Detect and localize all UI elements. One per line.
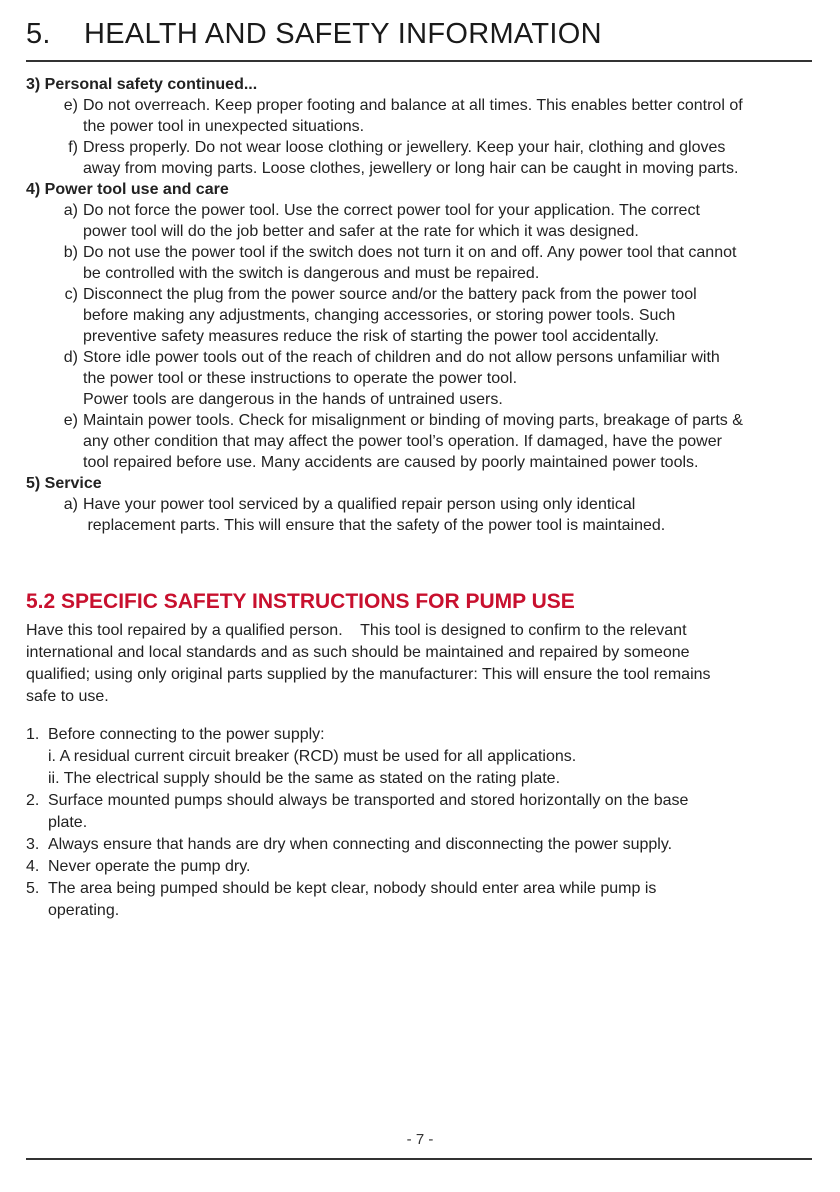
item-line: Dress properly. Do not wear loose clothing or jewellery. Keep your hair, clothing and gloves [83,139,726,156]
list-item [26,95,816,137]
item-label: e) [63,412,78,429]
section-title: HEALTH AND SAFETY INFORMATION [84,18,602,50]
list-item [26,790,816,834]
item-line: be controlled with the switch is dangerous and must be repaired. [83,265,540,282]
list-item [26,347,816,389]
item-line: Disconnect the plug from the power source and/or the battery pack from the power tool [83,286,697,303]
page-title [26,18,602,51]
item-label: d) [63,349,78,366]
bottom-divider [26,1158,812,1160]
page-number: - 7 - [406,1131,434,1148]
item-number: 1. [26,726,40,743]
item-line: before making any adjustments, changing accessories, or storing power tools. Such [83,307,676,324]
item-line: Never operate the pump dry. [48,858,251,875]
list-item [26,137,816,179]
list-item [26,284,816,347]
item-line: operating. [48,902,120,919]
item-line: the power tool or these instructions to operate the power tool. [83,370,518,387]
list-item [26,856,816,878]
item-line: any other condition that may affect the power tool’s operation. If damaged, have the power [83,433,722,450]
pump-safety-heading: 5.2 SPECIFIC SAFETY INSTRUCTIONS FOR PUMP USE [26,590,575,613]
item-line: plate. [48,814,88,831]
list-item [26,494,816,536]
personal-safety-heading: 3) Personal safety continued... [26,76,258,93]
item-line: The area being pumped should be kept clear, nobody should enter area while pump is [48,880,657,897]
item-line: preventive safety measures reduce the risk of starting the power tool accidentally. [83,328,659,345]
list-item [26,242,816,284]
item-line: Always ensure that hands are dry when connecting and disconnecting the power supply. [48,836,673,853]
paragraph-line: international and local standards and as such should be maintained and repaired by someone [26,644,690,661]
item-label: a) [63,202,78,219]
list-item [26,200,816,242]
item-label: a) [63,496,78,513]
item-line: Surface mounted pumps should always be transported and stored horizontally on the base [48,792,689,809]
paragraph-line: safe to use. [26,688,109,705]
item-line: Do not overreach. Keep proper footing and balance at all times. This enables better control of [83,97,743,114]
item-line: power tool will do the job better and safer at the rate for which it was designed. [83,223,639,240]
list-item [26,724,816,746]
sub-item: ii. The electrical supply should be the same as stated on the rating plate. [48,770,561,787]
untrained-users-note: Power tools are dangerous in the hands of untrained users. [83,391,503,408]
item-label: e) [63,97,78,114]
top-divider [26,60,812,62]
paragraph-line: qualified; using only original parts supplied by the manufacturer: This will ensure the tool remains [26,666,711,683]
item-line: replacement parts. This will ensure that the safety of the power tool is maintained. [83,517,666,534]
item-line: away from moving parts. Loose clothes, jewellery or long hair can be caught in moving parts. [83,160,739,177]
item-line: Do not use the power tool if the switch does not turn it on and off. Any power tool that cannot [83,244,737,261]
item-number: 4. [26,858,40,875]
item-line: Do not force the power tool. Use the correct power tool for your application. The correct [83,202,700,219]
item-label: c) [64,286,78,303]
item-line: Have your power tool serviced by a qualified repair person using only identical [83,496,636,513]
paragraph-line: Have this tool repaired by a qualified person. This tool is designed to confirm to the relevant [26,622,687,639]
item-line: Store idle power tools out of the reach of children and do not allow persons unfamiliar with [83,349,720,366]
pump-instruction-list [26,724,816,922]
pump-intro-paragraph [26,620,711,708]
general-safety-content [26,74,816,536]
item-label: f) [68,139,78,156]
item-number: 2. [26,792,40,809]
item-number: 5. [26,880,40,897]
section-number: 5. [26,18,51,50]
item-line: tool repaired before use. Many accidents are caused by poorly maintained power tools. [83,454,699,471]
service-heading: 5) Service [26,475,102,492]
item-line: the power tool in unexpected situations. [83,118,365,135]
item-line: Maintain power tools. Check for misalignment or binding of moving parts, breakage of parts & [83,412,743,429]
power-tool-use-heading: 4) Power tool use and care [26,181,229,198]
item-label: b) [63,244,78,261]
item-line: Before connecting to the power supply: [48,726,325,743]
list-item [26,878,816,922]
list-item [26,834,816,856]
item-number: 3. [26,836,40,853]
sub-item: i. A residual current circuit breaker (RCD) must be used for all applications. [48,748,577,765]
list-item [26,410,816,473]
